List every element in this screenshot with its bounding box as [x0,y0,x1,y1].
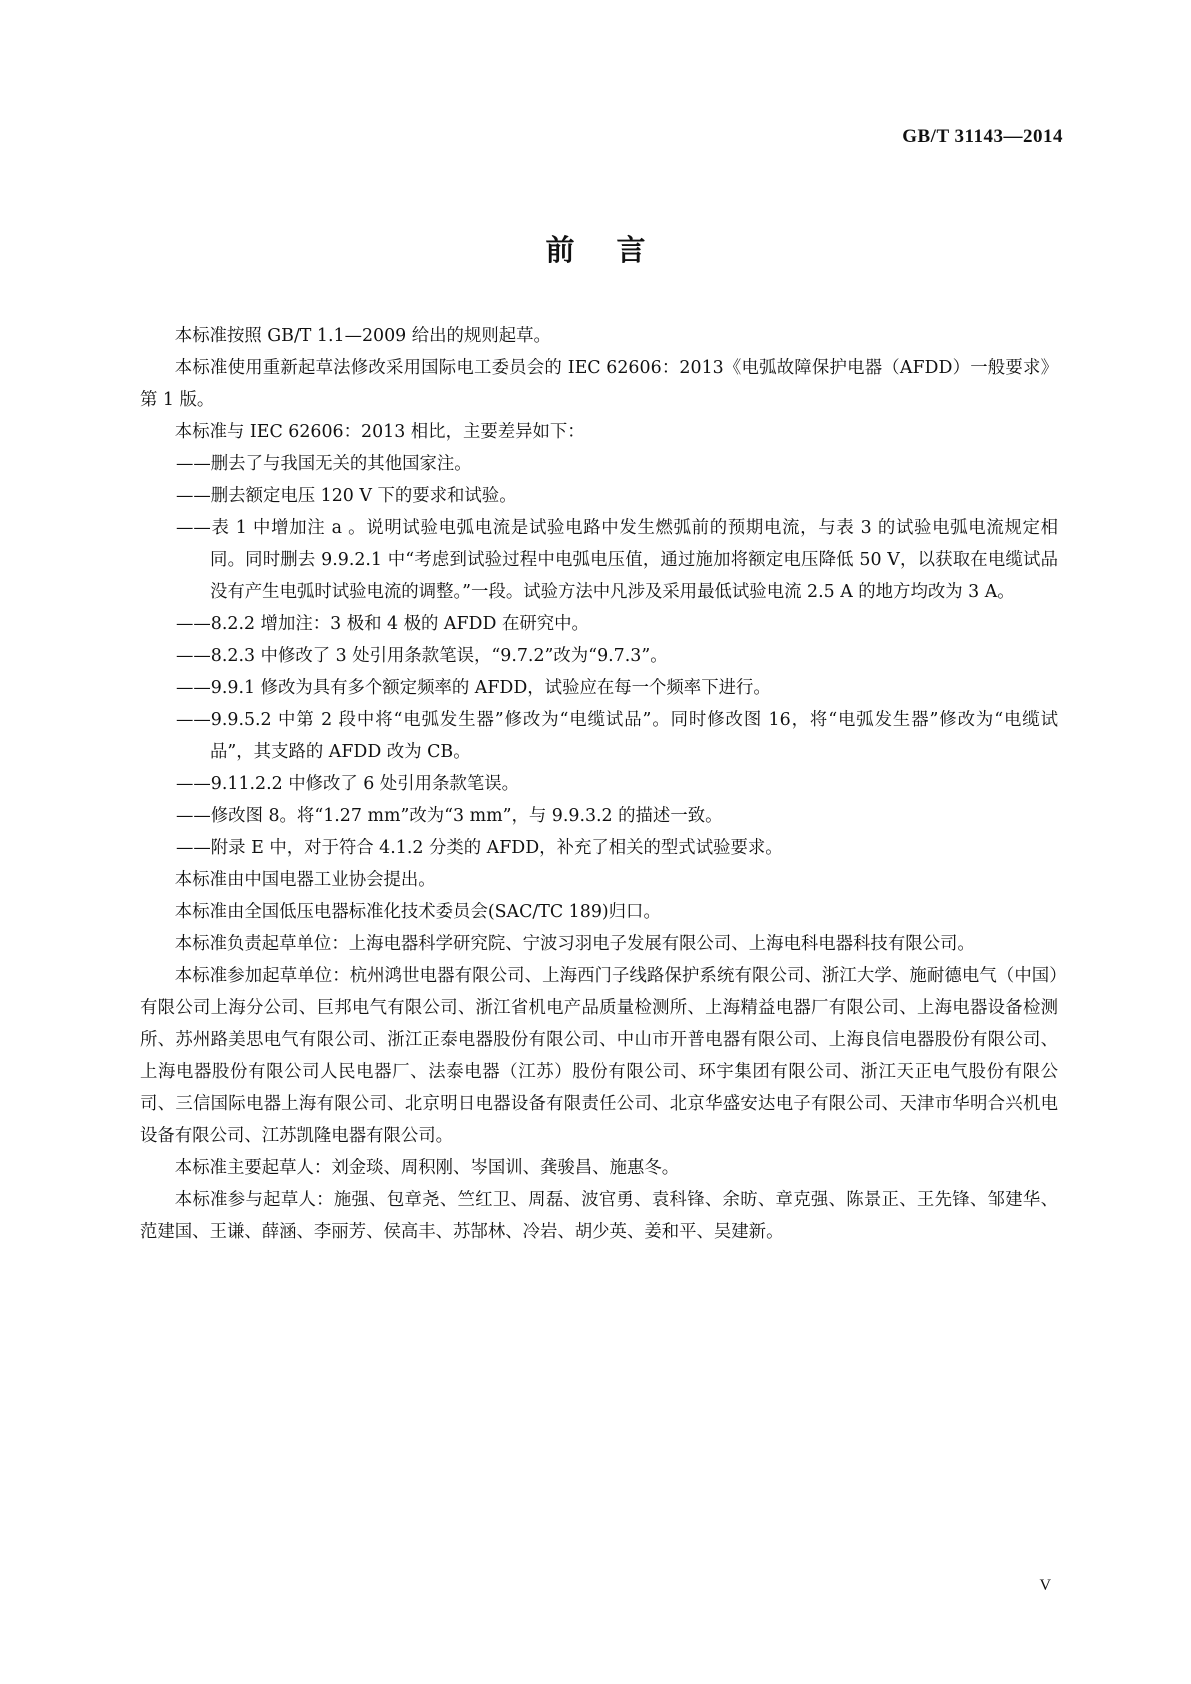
list-item: ——9.11.2.2 中修改了 6 处引用条款笔误。 [176,774,520,794]
document-body [140,320,1058,1248]
page-number: V [1039,1577,1051,1594]
paragraph-proposer: 本标准由中国电器工业协会提出。 [174,870,436,890]
paragraph-drafting-rules: 本标准按照 GB/T 1.1—2009 给出的规则起草。 [174,326,551,346]
list-item: ——8.2.2 增加注：3 极和 4 极的 AFDD 在研究中。 [176,614,589,634]
list-item: ——9.9.5.2 中第 2 段中将“电弧发生器”修改为“电缆试品”。同时修改图 16，将“电弧发生器”修改为“电缆试品”，其支路的 AFDD 改为 CB。 [176,710,1058,762]
paragraph-participating-drafters: 本标准参与起草人：施强、包章尧、竺红卫、周磊、波官勇、袁科锋、余昉、章克强、陈景正、王先锋、邹建华、范建国、王谦、薛涵、李丽芳、侯高丰、苏郜林、冷岩、胡少英、姜和平、吴建新。 [140,1190,1058,1242]
differences-list [140,448,1058,864]
paragraph-participating-units: 本标准参加起草单位：杭州鸿世电器有限公司、上海西门子线路保护系统有限公司、浙江大学、施耐德电气（中国）有限公司上海分公司、巨邦电气有限公司、浙江省机电产品质量检测所、上海精益电器厂有限公司、上海电器设备检测所、苏州路美思电气有限公司、浙江正泰电器股份有限公司、中山市开普电器有限公司、上海良信电器股份有限公司、上海电器股份有限公司人民电器厂、法泰电器（江苏）股份有限公司、环宇集团有限公司、浙江天正电气股份有限公司、三信国际电器上海有限公司、北京明日电器设备有限责任公司、北京华盛安达电子有限公司、天津市华明合兴机电设备有限公司、江苏凯隆电器有限公司。 [140,966,1058,1146]
page-title: 前言 [545,233,688,267]
list-item: ——表 1 中增加注 a 。说明试验电弧电流是试验电路中发生燃弧前的预期电流，与表 3 的试验电弧电流规定相同。同时删去 9.9.2.1 中“考虑到试验过程中电弧电压值，通过施加将额定电压降低 50 V，以获取在电缆试品没有产生电弧时试验电流的调整。”一段。试验方法中凡涉及采用最低试验电流 2.5 A 的地方均改为 3 A。 [176,518,1058,602]
list-item: ——删去了与我国无关的其他国家注。 [176,454,472,474]
paragraph-centralized-by: 本标准由全国低压电器标准化技术委员会(SAC/TC 189)归口。 [174,902,661,922]
paragraph-lead-drafters: 本标准负责起草单位：上海电器科学研究院、宁波习羽电子发展有限公司、上海电科电器科技有限公司。 [174,934,975,954]
paragraph-differences-intro: 本标准与 IEC 62606：2013 相比，主要差异如下： [174,422,585,442]
list-item: ——9.9.1 修改为具有多个额定频率的 AFDD，试验应在每一个频率下进行。 [176,678,771,698]
paragraph-main-drafters: 本标准主要起草人：刘金琰、周积刚、岑国训、龚骏昌、施惠冬。 [174,1158,680,1178]
paragraph-adoption: 本标准使用重新起草法修改采用国际电工委员会的 IEC 62606：2013《电弧故障保护电器（AFDD）一般要求》第 1 版。 [140,358,1058,410]
list-item: ——修改图 8。将“1.27 mm”改为“3 mm”，与 9.9.3.2 的描述一致。 [176,806,723,826]
list-item: ——8.2.3 中修改了 3 处引用条款笔误，“9.7.2”改为“9.7.3”。 [176,646,668,666]
list-item: ——删去额定电压 120 V 下的要求和试验。 [176,486,517,506]
list-item: ——附录 E 中，对于符合 4.1.2 分类的 AFDD，补充了相关的型式试验要求。 [176,838,783,858]
standard-code: GB/T 31143—2014 [902,126,1063,147]
